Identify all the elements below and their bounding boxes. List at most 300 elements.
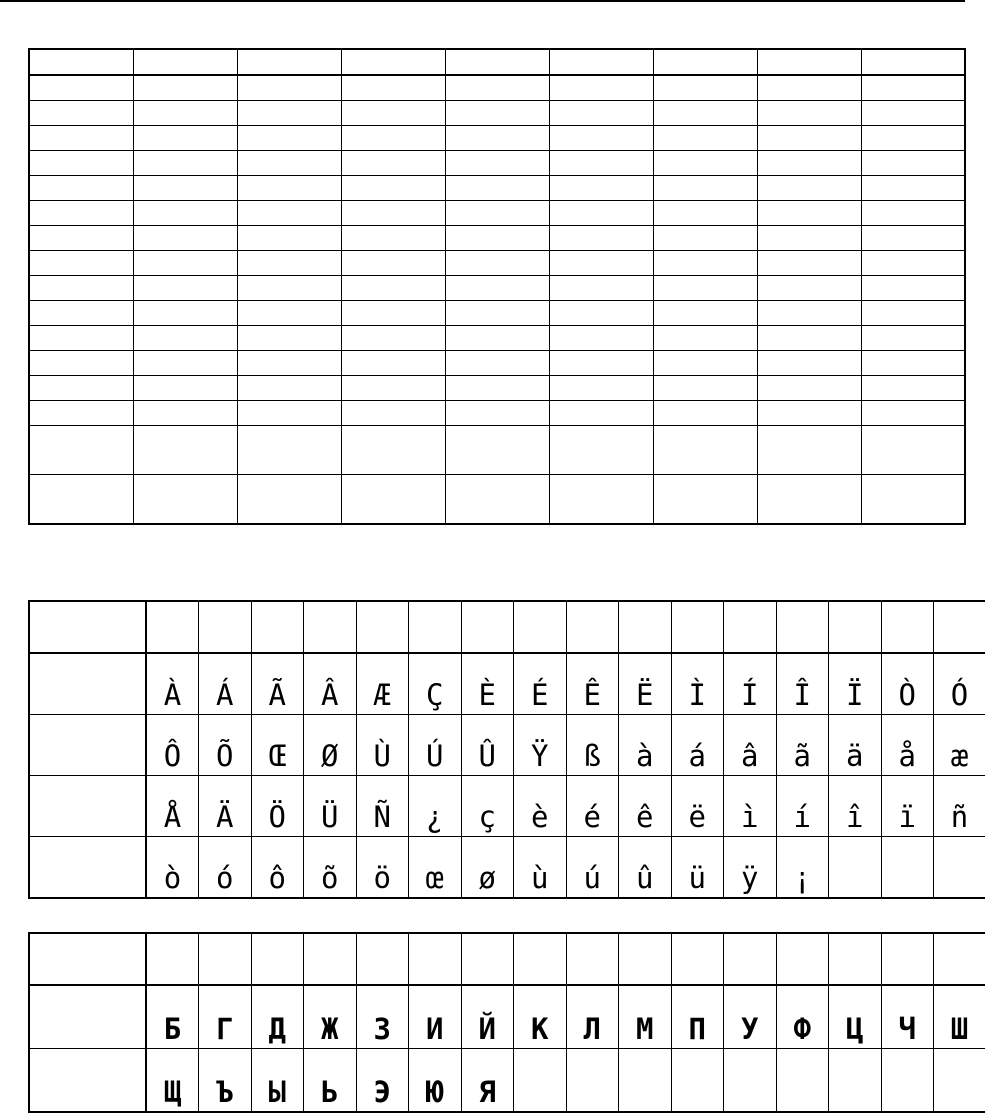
latin-char-cell: Â <box>304 653 357 715</box>
latin-char-cell: Ã <box>251 653 304 715</box>
spec-cell <box>133 251 237 276</box>
spec-cell <box>653 49 757 75</box>
spec-cell <box>237 126 341 151</box>
cyrillic-char-row <box>29 985 985 1049</box>
latin-char-cell: Û <box>461 715 514 776</box>
spec-cell <box>133 426 237 475</box>
latin-char-row <box>29 776 985 837</box>
latin-char-cell: Œ <box>251 715 304 776</box>
spec-cell <box>133 49 237 75</box>
spec-row <box>29 276 965 301</box>
spec-cell <box>757 75 861 101</box>
spec-cell <box>757 151 861 176</box>
spec-cell <box>653 351 757 376</box>
spec-row <box>29 301 965 326</box>
cyrillic-char-cell: Ц <box>829 985 882 1049</box>
spec-row <box>29 75 965 101</box>
cyrillic-char-cell: Б <box>146 985 199 1049</box>
spec-cell <box>29 426 133 475</box>
spec-cell <box>549 426 653 475</box>
spec-cell <box>445 351 549 376</box>
spec-row <box>29 351 965 376</box>
cyrillic-char-cell: Я <box>461 1049 514 1113</box>
spec-cell <box>757 201 861 226</box>
latin-char-cell: é <box>566 776 619 837</box>
spec-cell <box>237 401 341 426</box>
spec-cell <box>653 276 757 301</box>
spec-cell <box>237 201 341 226</box>
latin-char-cell: Å <box>146 776 199 837</box>
spec-cell <box>29 101 133 126</box>
latin-char-cell: Ú <box>409 715 462 776</box>
spec-cell <box>757 101 861 126</box>
spec-cell <box>549 401 653 426</box>
column-header-cell <box>724 933 777 985</box>
spec-cell <box>653 326 757 351</box>
latin-char-cell: ã <box>776 715 829 776</box>
spec-cell <box>341 351 445 376</box>
spec-cell <box>237 75 341 101</box>
latin-char-cell: ó <box>199 837 252 899</box>
row-label-cell <box>29 653 146 715</box>
cyrillic-char-cell: И <box>409 985 462 1049</box>
spec-cell <box>653 226 757 251</box>
latin-char-cell: û <box>619 837 672 899</box>
latin-char-cell: Î <box>776 653 829 715</box>
spec-cell <box>757 251 861 276</box>
spec-cell <box>861 301 965 326</box>
spec-cell <box>549 126 653 151</box>
spec-cell <box>341 101 445 126</box>
cyrillic-char-cell <box>881 1049 934 1113</box>
row-label-cell <box>29 776 146 837</box>
spec-cell <box>861 226 965 251</box>
cyrillic-char-cell: Ю <box>409 1049 462 1113</box>
column-header-cell <box>829 601 882 653</box>
column-header-cell <box>409 601 462 653</box>
spec-cell <box>133 201 237 226</box>
spec-cell <box>549 251 653 276</box>
latin-char-cell: Æ <box>356 653 409 715</box>
spec-cell <box>237 101 341 126</box>
latin-char-cell: å <box>881 715 934 776</box>
spec-cell <box>341 401 445 426</box>
column-header-cell <box>776 933 829 985</box>
spec-row <box>29 151 965 176</box>
column-header-cell <box>566 933 619 985</box>
spec-cell <box>653 126 757 151</box>
spec-cell <box>861 276 965 301</box>
spec-cell <box>341 126 445 151</box>
top-rule <box>0 0 965 2</box>
spec-cell <box>861 201 965 226</box>
spec-cell <box>757 376 861 401</box>
column-header-cell <box>566 601 619 653</box>
spec-row <box>29 126 965 151</box>
spec-cell <box>549 176 653 201</box>
latin-char-cell: È <box>461 653 514 715</box>
spec-cell <box>757 276 861 301</box>
cyrillic-char-cell <box>829 1049 882 1113</box>
spec-cell <box>29 49 133 75</box>
spec-cell <box>861 176 965 201</box>
column-header-cell <box>356 601 409 653</box>
spec-cell <box>757 401 861 426</box>
latin-char-cell: Ô <box>146 715 199 776</box>
spec-cell <box>757 351 861 376</box>
spec-cell <box>653 151 757 176</box>
spec-cell <box>341 201 445 226</box>
latin-char-cell: Õ <box>199 715 252 776</box>
latin-char-cell: Ç <box>409 653 462 715</box>
spec-cell <box>757 49 861 75</box>
latin-char-cell: Ë <box>619 653 672 715</box>
spec-cell <box>237 376 341 401</box>
spec-cell <box>237 326 341 351</box>
spec-cell <box>757 226 861 251</box>
spec-cell <box>29 376 133 401</box>
cyrillic-char-cell: Ч <box>881 985 934 1049</box>
spec-cell <box>29 176 133 201</box>
spec-cell <box>341 301 445 326</box>
latin-char-cell: É <box>514 653 567 715</box>
spec-cell <box>133 151 237 176</box>
spec-cell <box>29 326 133 351</box>
spec-cell <box>133 301 237 326</box>
spec-cell <box>445 376 549 401</box>
spec-row <box>29 401 965 426</box>
spec-cell <box>133 176 237 201</box>
latin-char-cell: ß <box>566 715 619 776</box>
spec-row <box>29 251 965 276</box>
spec-cell <box>29 151 133 176</box>
column-header-cell <box>514 601 567 653</box>
latin-char-cell: â <box>724 715 777 776</box>
column-header-cell <box>409 933 462 985</box>
latin-char-cell: Ó <box>934 653 985 715</box>
spec-header-row <box>29 49 965 75</box>
spec-cell <box>237 301 341 326</box>
spec-cell <box>237 276 341 301</box>
spec-table <box>28 48 966 525</box>
spec-cell <box>861 49 965 75</box>
spec-cell <box>445 176 549 201</box>
row-label-cell <box>29 1049 146 1113</box>
spec-cell <box>237 251 341 276</box>
spec-cell <box>133 276 237 301</box>
spec-cell <box>29 251 133 276</box>
spec-cell <box>861 75 965 101</box>
latin-char-cell: ì <box>724 776 777 837</box>
cyrillic-char-cell <box>619 1049 672 1113</box>
column-header-cell <box>199 601 252 653</box>
cyrillic-char-cell: Э <box>356 1049 409 1113</box>
spec-cell <box>133 351 237 376</box>
spec-cell <box>29 301 133 326</box>
spec-cell <box>237 475 341 525</box>
latin-char-cell: à <box>619 715 672 776</box>
latin-char-cell: ö <box>356 837 409 899</box>
spec-cell <box>133 126 237 151</box>
latin-char-cell <box>934 837 985 899</box>
spec-cell <box>445 326 549 351</box>
latin-char-row <box>29 653 985 715</box>
spec-cell <box>861 401 965 426</box>
cyrillic-char-cell: Л <box>566 985 619 1049</box>
spec-cell <box>445 426 549 475</box>
spec-cell <box>653 176 757 201</box>
row-label-cell <box>29 837 146 899</box>
latin-char-cell: ï <box>881 776 934 837</box>
cyrillic-char-row <box>29 1049 985 1113</box>
spec-cell <box>861 376 965 401</box>
latin-char-cell: ê <box>619 776 672 837</box>
spec-cell <box>549 351 653 376</box>
latin-char-cell: Ñ <box>356 776 409 837</box>
spec-cell <box>445 201 549 226</box>
spec-cell <box>549 326 653 351</box>
spec-cell <box>29 226 133 251</box>
spec-cell <box>445 49 549 75</box>
cyrillic-char-cell: Ы <box>251 1049 304 1113</box>
spec-cell <box>861 475 965 525</box>
cyrillic-char-cell: Д <box>251 985 304 1049</box>
spec-cell <box>757 426 861 475</box>
cyrillic-char-cell <box>566 1049 619 1113</box>
spec-cell <box>653 376 757 401</box>
latin-char-cell: ñ <box>934 776 985 837</box>
spec-row <box>29 326 965 351</box>
cyrillic-char-cell <box>934 1049 985 1113</box>
spec-cell <box>341 176 445 201</box>
spec-cell <box>549 226 653 251</box>
spec-cell <box>445 475 549 525</box>
latin-char-cell: ù <box>514 837 567 899</box>
spec-cell <box>445 226 549 251</box>
column-header-cell <box>934 933 985 985</box>
spec-cell <box>861 101 965 126</box>
spec-cell <box>341 151 445 176</box>
latin-char-cell: ¡ <box>776 837 829 899</box>
cyrillic-char-cell: Ж <box>304 985 357 1049</box>
latin-char-cell: ô <box>251 837 304 899</box>
latin-char-cell: á <box>671 715 724 776</box>
spec-cell <box>341 251 445 276</box>
latin-char-row <box>29 837 985 899</box>
spec-row <box>29 475 965 525</box>
latin-char-cell: œ <box>409 837 462 899</box>
spec-cell <box>549 475 653 525</box>
spec-cell <box>445 151 549 176</box>
spec-cell <box>653 475 757 525</box>
latin-char-cell: Í <box>724 653 777 715</box>
latin-char-cell: Ò <box>881 653 934 715</box>
latin-char-cell: ë <box>671 776 724 837</box>
row-label-cell <box>29 715 146 776</box>
spec-cell <box>549 75 653 101</box>
latin-char-cell: è <box>514 776 567 837</box>
latin-header-row <box>29 601 985 653</box>
latin-char-cell: í <box>776 776 829 837</box>
spec-cell <box>445 276 549 301</box>
spec-row <box>29 101 965 126</box>
spec-cell <box>757 301 861 326</box>
latin-char-cell <box>881 837 934 899</box>
cyrillic-char-cell: М <box>619 985 672 1049</box>
column-header-cell <box>934 601 985 653</box>
latin-char-cell: ü <box>671 837 724 899</box>
spec-cell <box>29 401 133 426</box>
latin-char-cell: Ï <box>829 653 882 715</box>
cyrillic-char-cell: У <box>724 985 777 1049</box>
latin-char-cell: Ê <box>566 653 619 715</box>
column-header-cell <box>724 601 777 653</box>
latin-char-cell: õ <box>304 837 357 899</box>
latin-char-cell: ÿ <box>724 837 777 899</box>
latin-char-cell <box>829 837 882 899</box>
cyrillic-char-cell: Щ <box>146 1049 199 1113</box>
spec-cell <box>861 151 965 176</box>
spec-cell <box>445 401 549 426</box>
spec-cell <box>237 49 341 75</box>
spec-cell <box>341 475 445 525</box>
column-header-cell <box>146 601 199 653</box>
latin-char-cell: Ø <box>304 715 357 776</box>
spec-cell <box>341 226 445 251</box>
cyrillic-character-table <box>28 932 985 1113</box>
spec-cell <box>341 326 445 351</box>
spec-cell <box>861 326 965 351</box>
spec-cell <box>549 49 653 75</box>
spec-cell <box>133 376 237 401</box>
column-header-cell <box>829 933 882 985</box>
latin-char-cell: À <box>146 653 199 715</box>
spec-cell <box>549 301 653 326</box>
latin-char-cell: ç <box>461 776 514 837</box>
spec-cell <box>237 151 341 176</box>
column-header-cell <box>251 933 304 985</box>
spec-cell <box>341 426 445 475</box>
column-header-cell <box>461 601 514 653</box>
spec-cell <box>29 475 133 525</box>
spec-cell <box>653 251 757 276</box>
latin-char-cell: ¿ <box>409 776 462 837</box>
column-header-cell <box>461 933 514 985</box>
spec-cell <box>237 226 341 251</box>
latin-char-cell: ø <box>461 837 514 899</box>
column-header-cell <box>619 933 672 985</box>
cyrillic-char-cell: Г <box>199 985 252 1049</box>
column-header-cell <box>776 601 829 653</box>
spec-cell <box>653 75 757 101</box>
column-header-cell <box>251 601 304 653</box>
cyrillic-char-cell <box>514 1049 567 1113</box>
cyrillic-char-cell <box>776 1049 829 1113</box>
latin-char-cell: ú <box>566 837 619 899</box>
spec-cell <box>653 201 757 226</box>
cyrillic-char-cell <box>671 1049 724 1113</box>
column-header-cell <box>356 933 409 985</box>
cyrillic-char-cell: Ф <box>776 985 829 1049</box>
spec-cell <box>861 251 965 276</box>
spec-cell <box>237 351 341 376</box>
cyrillic-char-cell: К <box>514 985 567 1049</box>
spec-cell <box>133 75 237 101</box>
spec-cell <box>29 126 133 151</box>
spec-cell <box>133 475 237 525</box>
column-header-cell <box>199 933 252 985</box>
column-header-cell <box>146 933 199 985</box>
spec-cell <box>757 176 861 201</box>
spec-cell <box>861 126 965 151</box>
latin-char-row <box>29 715 985 776</box>
cyrillic-char-cell <box>724 1049 777 1113</box>
column-header-cell <box>671 933 724 985</box>
spec-cell <box>29 75 133 101</box>
spec-cell <box>757 126 861 151</box>
spec-cell <box>445 126 549 151</box>
cyrillic-char-cell: Ь <box>304 1049 357 1113</box>
latin-char-cell: Ä <box>199 776 252 837</box>
spec-cell <box>549 201 653 226</box>
latin-char-cell: ò <box>146 837 199 899</box>
spec-cell <box>549 376 653 401</box>
row-label-header-cell <box>29 933 146 985</box>
spec-row <box>29 201 965 226</box>
spec-cell <box>341 75 445 101</box>
spec-cell <box>341 376 445 401</box>
spec-cell <box>133 401 237 426</box>
latin-char-cell: Ö <box>251 776 304 837</box>
spec-cell <box>757 326 861 351</box>
spec-cell <box>861 351 965 376</box>
spec-cell <box>133 101 237 126</box>
spec-cell <box>653 401 757 426</box>
cyrillic-char-cell: П <box>671 985 724 1049</box>
spec-cell <box>29 201 133 226</box>
column-header-cell <box>881 601 934 653</box>
cyrillic-char-cell: Ш <box>934 985 985 1049</box>
spec-cell <box>341 276 445 301</box>
spec-cell <box>445 75 549 101</box>
spec-cell <box>653 426 757 475</box>
spec-cell <box>861 426 965 475</box>
column-header-cell <box>304 933 357 985</box>
latin-char-cell: î <box>829 776 882 837</box>
latin-char-cell: Ÿ <box>514 715 567 776</box>
spec-cell <box>757 475 861 525</box>
spec-cell <box>133 226 237 251</box>
spec-cell <box>237 426 341 475</box>
spec-cell <box>549 151 653 176</box>
cyrillic-header-row <box>29 933 985 985</box>
spec-cell <box>653 101 757 126</box>
spec-cell <box>445 101 549 126</box>
spec-cell <box>445 251 549 276</box>
column-header-cell <box>514 933 567 985</box>
spec-row <box>29 426 965 475</box>
latin-char-cell: Ü <box>304 776 357 837</box>
cyrillic-char-cell: Ъ <box>199 1049 252 1113</box>
latin-char-cell: æ <box>934 715 985 776</box>
spec-cell <box>29 276 133 301</box>
cyrillic-char-cell: З <box>356 985 409 1049</box>
row-label-header-cell <box>29 601 146 653</box>
spec-row <box>29 376 965 401</box>
spec-cell <box>29 351 133 376</box>
spec-cell <box>133 326 237 351</box>
latin-char-cell: Ì <box>671 653 724 715</box>
